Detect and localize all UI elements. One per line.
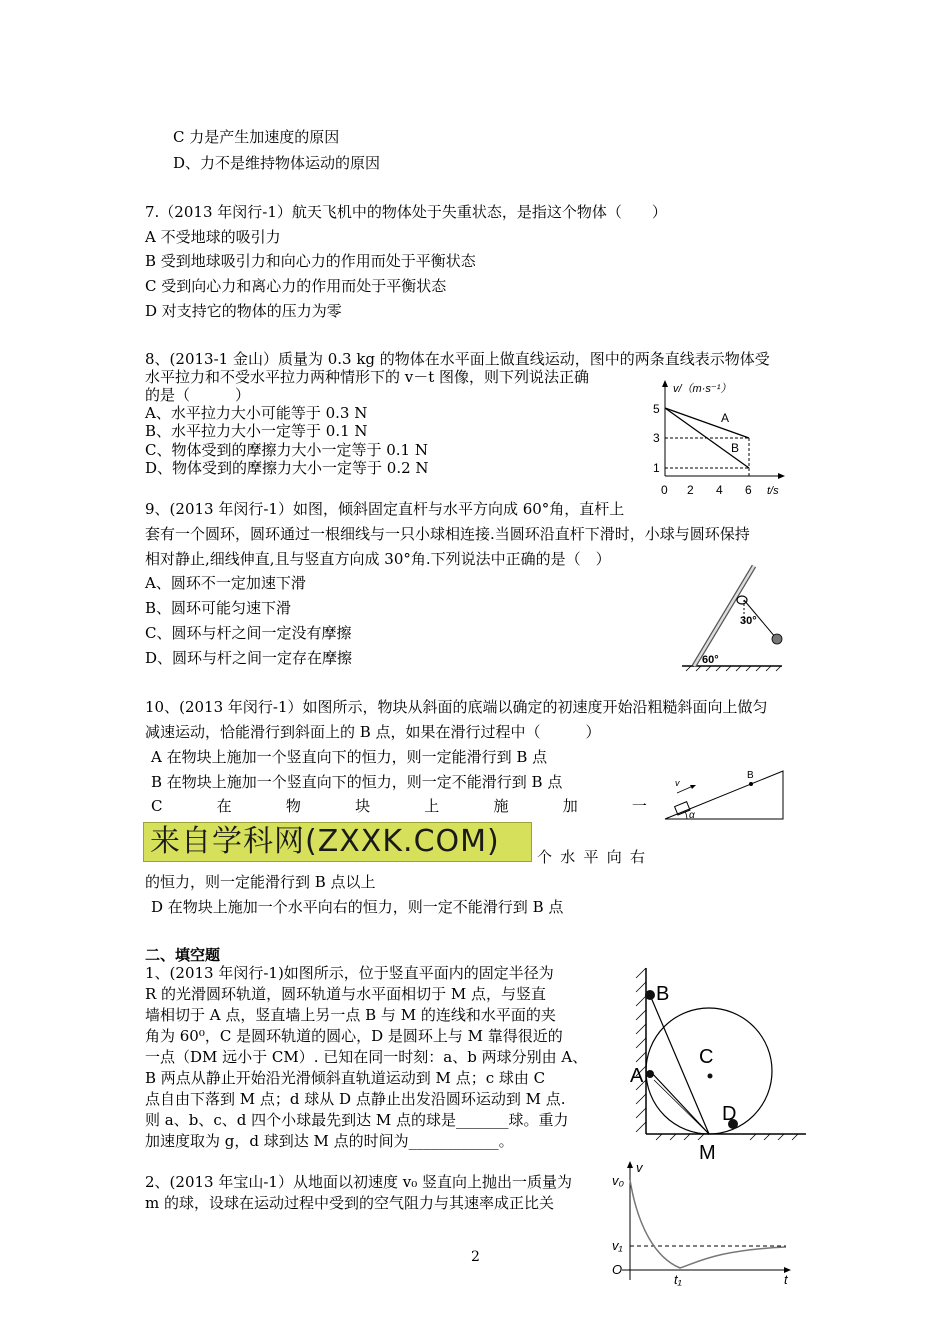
s2-q2-vt-graph: [608, 1158, 798, 1288]
point-a: [646, 1070, 654, 1078]
alpha-label: α: [689, 810, 695, 821]
q8-stem-line1: 8、(2013-1 金山）质量为 0.3 kg 的物体在水平面上做直线运动，图中的两条直线表示物体受: [145, 350, 770, 368]
label-d: D: [722, 1103, 737, 1125]
q10-option-c-end: 的恒力，则一定能滑行到 B 点以上: [145, 873, 376, 891]
q8-option-c: C、物体受到的摩擦力大小一定等于 0.1 N: [145, 441, 428, 459]
q8-stem-line2: 水平拉力和不受水平拉力两种情形下的 v－t 图像，则下列说法正确: [145, 368, 590, 386]
q8-stem-line3: 的是（ ）: [145, 386, 251, 404]
label-b: B: [656, 983, 670, 1005]
q7-option-c: C 受到向心力和离心力的作用而处于平衡状态: [145, 277, 447, 295]
s2-q1-line: 一点（DM 远小于 CM）. 已知在同一时刻：a、b 两球分别由 A、: [145, 1048, 588, 1066]
q8-option-d: D、物体受到的摩擦力大小一定等于 0.2 N: [145, 459, 429, 477]
point-b-label: B: [747, 770, 754, 781]
q9-option-d: D、圆环与杆之间一定存在摩擦: [145, 649, 353, 667]
q7-stem: 7.（2013 年闵行-1）航天飞机中的物体处于失重状态，是指这个物体（ ）: [145, 203, 667, 221]
s2-q1-line: B 两点从静止开始沿光滑倾斜直轨道运动到 M 点；c 球由 C: [145, 1069, 546, 1087]
s2-q1-line: 则 a、b、c、d 四个小球最先到达 M 点的球是_______球。重力: [145, 1111, 569, 1129]
q10-stem-line2: 减速运动，恰能滑行到斜面上的 B 点，如果在滑行过程中（ ）: [145, 723, 601, 741]
v1-label: v₁: [612, 1238, 623, 1253]
q8-vt-graph: [645, 376, 790, 501]
label-c: C: [699, 1046, 714, 1068]
v0-label: v₀: [612, 1173, 624, 1188]
q9-stem-line3: 相对静止,细线伸直,且与竖直方向成 30°角.下列说法中正确的是（ ）: [145, 550, 611, 568]
y-tick: 1: [653, 461, 660, 475]
x-tick: 2: [687, 483, 694, 497]
s2-q2-line: m 的球，设球在运动过程中受到的空气阻力与其速率成正比关: [145, 1194, 554, 1212]
s2-q1-line: R 的光滑圆环轨道，圆环轨道与水平面相切于 M 点，与竖直: [145, 985, 546, 1003]
s2-q1-line: 墙相切于 A 点，竖直墙上另一点 B 与 M 的连线和水平面的夹: [145, 1006, 556, 1024]
velocity-label: v: [675, 778, 680, 788]
q7-option-a: A 不受地球的吸引力: [145, 228, 281, 246]
label-m: M: [699, 1142, 716, 1164]
page-number: 2: [471, 1249, 480, 1265]
s2-q1-line: 1、(2013 年闵行-1)如图所示，位于竖直平面内的固定半径为: [145, 964, 554, 982]
q9-rod-figure: [676, 562, 788, 672]
s2-q1-line: 加速度取为 g，d 球到达 M 点的时间为____________。: [145, 1132, 514, 1150]
q6-option-c: C 力是产生加速度的原因: [173, 128, 340, 146]
s2-q1-line: 点自由下落到 M 点；d 球从 D 点静止出发沿圆环运动到 M 点.: [145, 1090, 566, 1108]
s2-q2-line: 2、(2013 年宝山-1）从地面以初速度 v₀ 竖直向上抛出一质量为: [145, 1173, 572, 1191]
x-tick: 6: [745, 483, 752, 497]
point-c: [708, 1074, 713, 1079]
line-a-label: A: [721, 411, 730, 425]
point-b: [749, 782, 753, 786]
q6-option-d: D、力不是维持物体运动的原因: [173, 154, 381, 172]
angle-30-label: 30°: [740, 615, 757, 627]
section-title: 二、填空题: [145, 946, 221, 964]
q9-stem-line2: 套有一个圆环，圆环通过一根细线与一只小球相连接.当圆环沿直杆下滑时，小球与圆环保持: [145, 525, 750, 543]
q10-stem-line1: 10、(2013 年闵行-1）如图所示，物块从斜面的底端以确定的初速度开始沿粗糙斜面向上做匀: [145, 698, 768, 716]
s2-q1-circle-figure: [630, 962, 812, 1172]
v-axis-label: v/（m·s⁻¹）: [673, 383, 732, 395]
q10-option-c-line1: C 在 物 块 上 施 加 一: [151, 797, 647, 815]
s2-q1-line: 角为 60⁰，C 是圆环轨道的圆心，D 是圆环上与 M 靠得很近的: [145, 1027, 563, 1045]
angle-60-label: 60°: [702, 654, 719, 666]
t-axis-label: t: [784, 1272, 788, 1287]
line-a: [665, 408, 749, 438]
q10-option-d: D 在物块上施加一个水平向右的恒力，则一定不能滑行到 B 点: [151, 898, 564, 916]
point-b: [645, 990, 655, 1000]
label-a: A: [630, 1065, 644, 1087]
q8-option-b: B、水平拉力大小一定等于 0.1 N: [145, 422, 368, 440]
q8-option-a: A、水平拉力大小可能等于 0.3 N: [145, 404, 368, 422]
q10-option-c-line2: 个 水 平 向 右: [537, 848, 645, 866]
q9-option-a: A、圆环不一定加速下滑: [145, 574, 306, 592]
q10-option-b: B 在物块上施加一个竖直向下的恒力，则一定不能滑行到 B 点: [151, 773, 563, 791]
x-tick: 4: [716, 483, 723, 497]
q10-incline-figure: [655, 765, 790, 823]
q9-option-c: C、圆环与杆之间一定没有摩擦: [145, 624, 352, 642]
v-axis-label: v: [636, 1160, 643, 1175]
y-tick: 3: [653, 431, 660, 445]
q9-stem-line1: 9、(2013 年闵行-1）如图，倾斜固定直杆与水平方向成 60°角，直杆上: [145, 500, 625, 518]
t1-label: t₁: [674, 1272, 682, 1287]
q9-option-b: B、圆环可能匀速下滑: [145, 599, 292, 617]
x-tick: 0: [661, 483, 668, 497]
q10-option-a: A 在物块上施加一个竖直向下的恒力，则一定能滑行到 B 点: [151, 748, 548, 766]
velocity-curve: [630, 1180, 786, 1268]
y-tick: 5: [653, 402, 660, 416]
q7-option-d: D 对支持它的物体的压力为零: [145, 302, 342, 320]
t-axis-label: t/s: [767, 485, 779, 497]
line-b-label: B: [731, 441, 740, 455]
q7-option-b: B 受到地球吸引力和向心力的作用而处于平衡状态: [145, 252, 476, 270]
origin-label: O: [612, 1262, 623, 1277]
watermark-banner: 来自学科网(ZXXK.COM): [143, 822, 532, 862]
